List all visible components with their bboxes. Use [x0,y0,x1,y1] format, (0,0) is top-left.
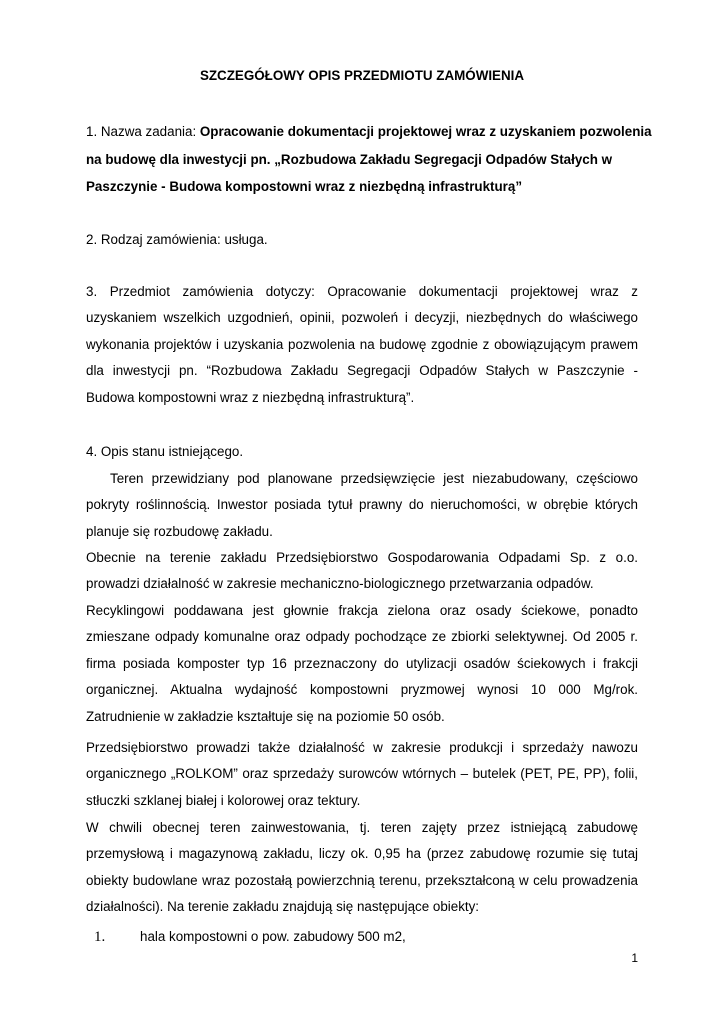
section-2-order-type: 2. Rodzaj zamówienia: usługa. [86,232,268,247]
section-4-paragraph-3: Recyklingowi poddawana jest głownie frakcja zielona oraz osady ściekowe, ponadto zmieszane odpady komunalne oraz odpady pochodzące ze zbiorki selektywnej. Od 2005 r. firma posiada komposter typ 16 przeznaczony do utylizacji osadów ściekowych i frakcji organicznej. Aktualna wydajność kompostowni pryzmowej wynosi 10 000 Mg/rok. Zatrudnienie w zakładzie kształtuje się na poziomie 50 osób. [86,603,638,724]
section-4-paragraph-5: W chwili obecnej teren zainwestowania, tj. teren zajęty przez istniejącą zabudowę przemysłową i magazynową zakładu, liczy ok. 0,95 ha (przez zabudowę rozumie się tutaj obiekty budowlane wraz pozostałą powierzchnią terenu, przekształconą w celu prowadzenia działalności). Na terenie zakładu znajdują się następujące obiekty: [86,820,638,915]
section-4-paragraph-2: Obecnie na terenie zakładu Przedsiębiorstwo Gospodarowania Odpadami Sp. z o.o. prowadzi działalność w zakresie mechaniczno-biologicznego przetwarzania odpadów. [86,550,638,592]
task-name-line-2: na budowę dla inwestycji pn. „Rozbudowa Zakładu Segregacji Odpadów Stałych w [86,152,613,167]
list-item-number: 1. [94,929,106,945]
section-1-label: 1. Nazwa zadania: [86,124,200,139]
document-page [86,0,652,1024]
section-4-paragraph-4: Przedsiębiorstwo prowadzi także działalność w zakresie produkcji i sprzedaży nawozu organicznego „ROLKOM” oraz sprzedaży surowców wtórnych – butelek (PET, PE, PP), folii, stłuczki szklanej białej i kolorowej oraz tektury. [86,740,638,808]
section-3-subject: 3. Przedmiot zamówienia dotyczy: Opracowanie dokumentacji projektowej wraz z uzyskaniem wszelkich uzgodnień, opinii, pozwoleń i decyzji, niezbędnych do właściwego wykonania projektów i uzyskania pozwolenia na budowę zgodnie z obowiązującym prawem dla inwestycji pn. “Rozbudowa Zakładu Segregacji Odpadów Stałych w Paszczynie - Budowa kompostowni wraz z niezbędną infrastrukturą”. [86,284,638,405]
section-4-heading: 4. Opis stanu istniejącego. [86,444,244,459]
list-item-text: hala kompostowni o pow. zabudowy 500 m2, [140,929,406,944]
task-name-line-1: Opracowanie dokumentacji projektowej wraz z uzyskaniem pozwolenia [199,124,652,139]
section-1-line-1 [86,124,652,140]
task-name-line-3: Paszczynie - Budowa kompostowni wraz z niezbędną infrastrukturą” [86,179,523,194]
page-number: 1 [631,951,638,965]
section-4-paragraph-1: Teren przewidziany pod planowane przedsięwzięcie jest niezabudowany, częściowo pokryty roślinnością. Inwestor posiada tytuł prawny do nieruchomości, w obrębie których planuje się rozbudowę zakładu. [86,471,638,539]
document-title: SZCZEGÓŁOWY OPIS PRZEDMIOTU ZAMÓWIENIA [199,68,525,83]
